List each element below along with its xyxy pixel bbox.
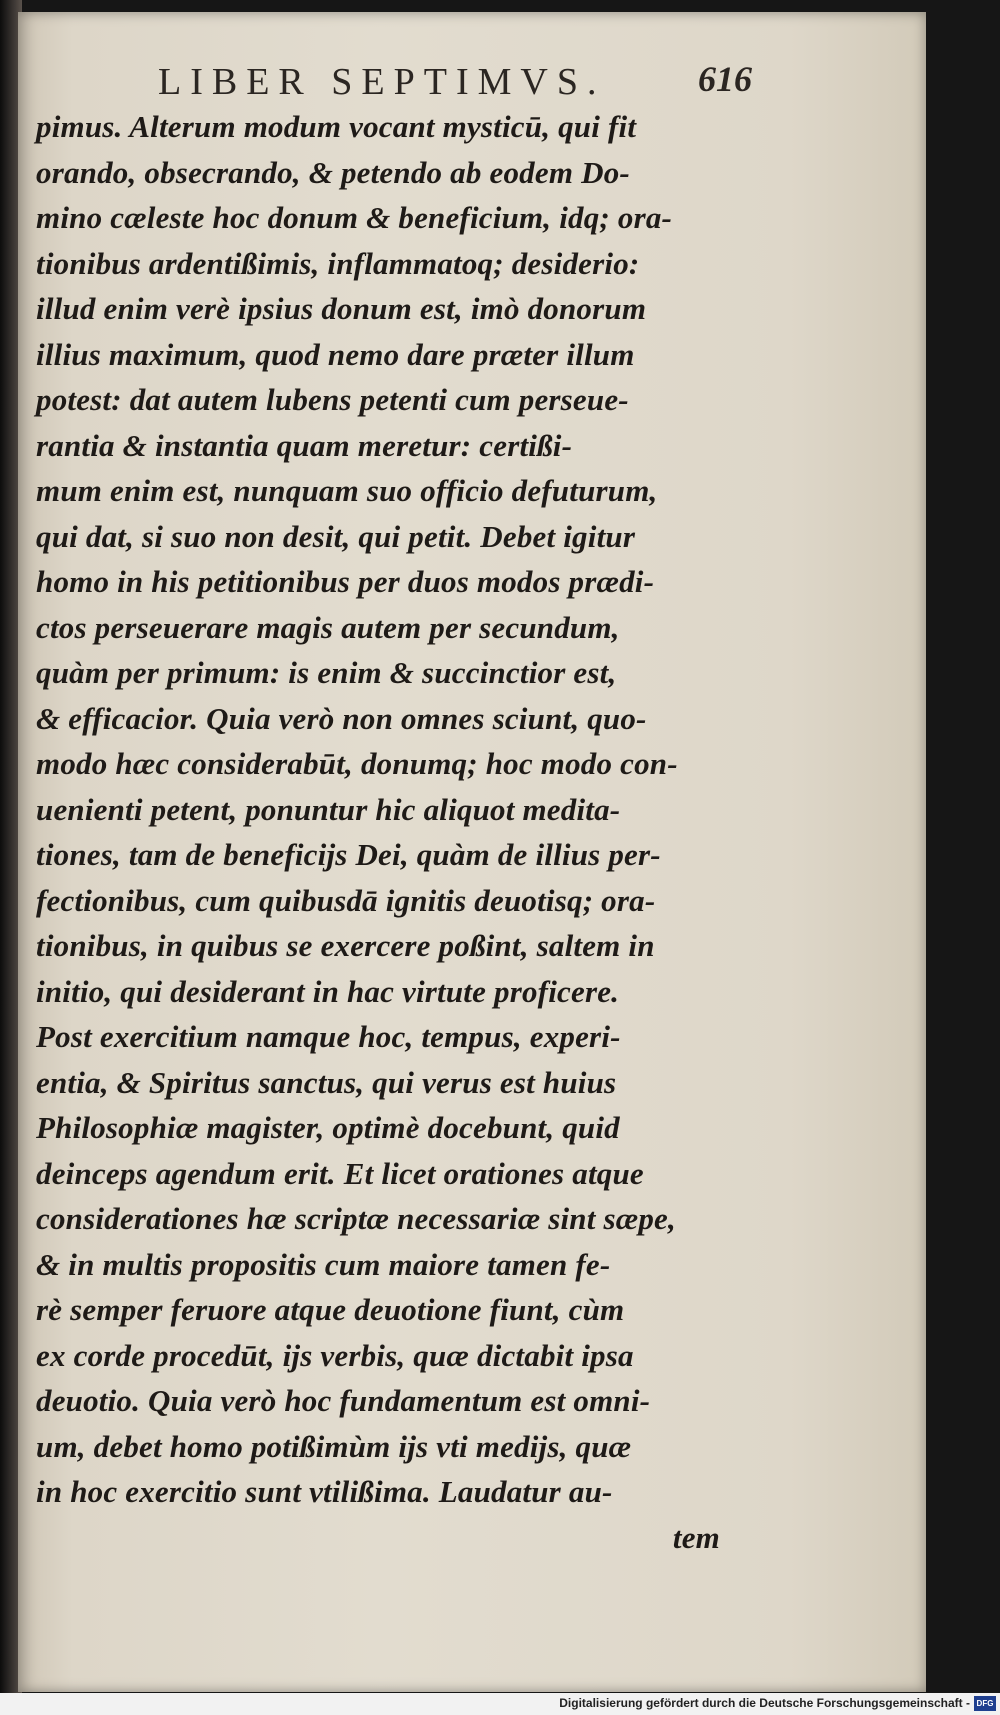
text-line: entia, & Spiritus sanctus, qui verus est huius [36,1064,617,1100]
body-text [36,104,726,1560]
book-page [18,12,926,1692]
dfg-logo: DFG [974,1696,996,1711]
text-line: tiones, tam de beneficijs Dei, quàm de illius per- [36,837,661,872]
catchword: tem [672,1519,720,1555]
text-line: initio, qui desiderant in hac virtute proficere. [36,973,620,1009]
text-line: & in multis propositis cum maiore tamen fe- [36,1246,611,1282]
running-head [18,52,926,112]
page-number: 616 [698,59,752,99]
text-line: mino cæleste hoc donum & beneficium, idq; ora- [36,200,673,235]
text-line: & efficacior. Quia verò non omnes sciunt, quo- [36,700,647,736]
text-line: modo hæc considerabūt, donumq; hoc modo con- [36,746,678,781]
text-line: in hoc exercitio sunt vtilißima. Laudatur au- [36,1474,613,1509]
text-line: pimus. Alterum modum vocant mysticū, qui fit [36,109,637,144]
text-line: um, debet homo potißimùm ijs vti medijs, quæ [36,1428,632,1464]
text-line: quàm per primum: is enim & succinctior est, [36,655,617,690]
running-title: LIBER SEPTIMVS. [158,61,606,103]
text-line: uenienti petent, ponuntur hic aliquot medita- [36,791,621,827]
text-line: Post exercitium namque hoc, tempus, experi- [36,1019,621,1054]
text-line: deinceps agendum erit. Et licet orationes atque [36,1155,644,1191]
text-line: ex corde procedūt, ijs verbis, quæ dictabit ipsa [36,1337,634,1373]
text-line: mum enim est, nunquam suo officio defuturum, [36,473,658,508]
text-line: homo in his petitionibus per duos modos prædi- [36,564,655,599]
funding-footer [0,1693,1000,1715]
text-line: tionibus, in quibus se exercere poßint, saltem in [36,928,655,963]
text-line: qui dat, si suo non desit, qui petit. Debet igitur [36,518,636,554]
text-line: illius maximum, quod nemo dare præter illum [36,336,635,372]
text-line: illud enim verè ipsius donum est, imò donorum [36,291,647,326]
text-line: orando, obsecrando, & petendo ab eodem Do- [36,154,630,190]
text-line: ctos perseuerare magis autem per secundum, [36,609,620,645]
text-line: deuotio. Quia verò hoc fundamentum est omni- [36,1383,651,1418]
funding-credit: Digitalisierung gefördert durch die Deutsche Forschungsgemeinschaft - [559,1696,970,1710]
text-line: potest: dat autem lubens petenti cum perseue- [36,382,629,417]
text-line: Philosophiæ magister, optimè docebunt, quid [36,1110,620,1145]
text-line: considerationes hæ scriptæ necessariæ sint sæpe, [36,1201,676,1236]
text-line: rantia & instantia quam meretur: certißi- [36,427,573,463]
text-line: fectionibus, cum quibusdā ignitis deuotisq; ora- [36,882,656,918]
text-line: tionibus ardentißimis, inflammatoq; desiderio: [36,245,640,281]
text-line: rè semper feruore atque deuotione fiunt, cùm [36,1292,625,1327]
